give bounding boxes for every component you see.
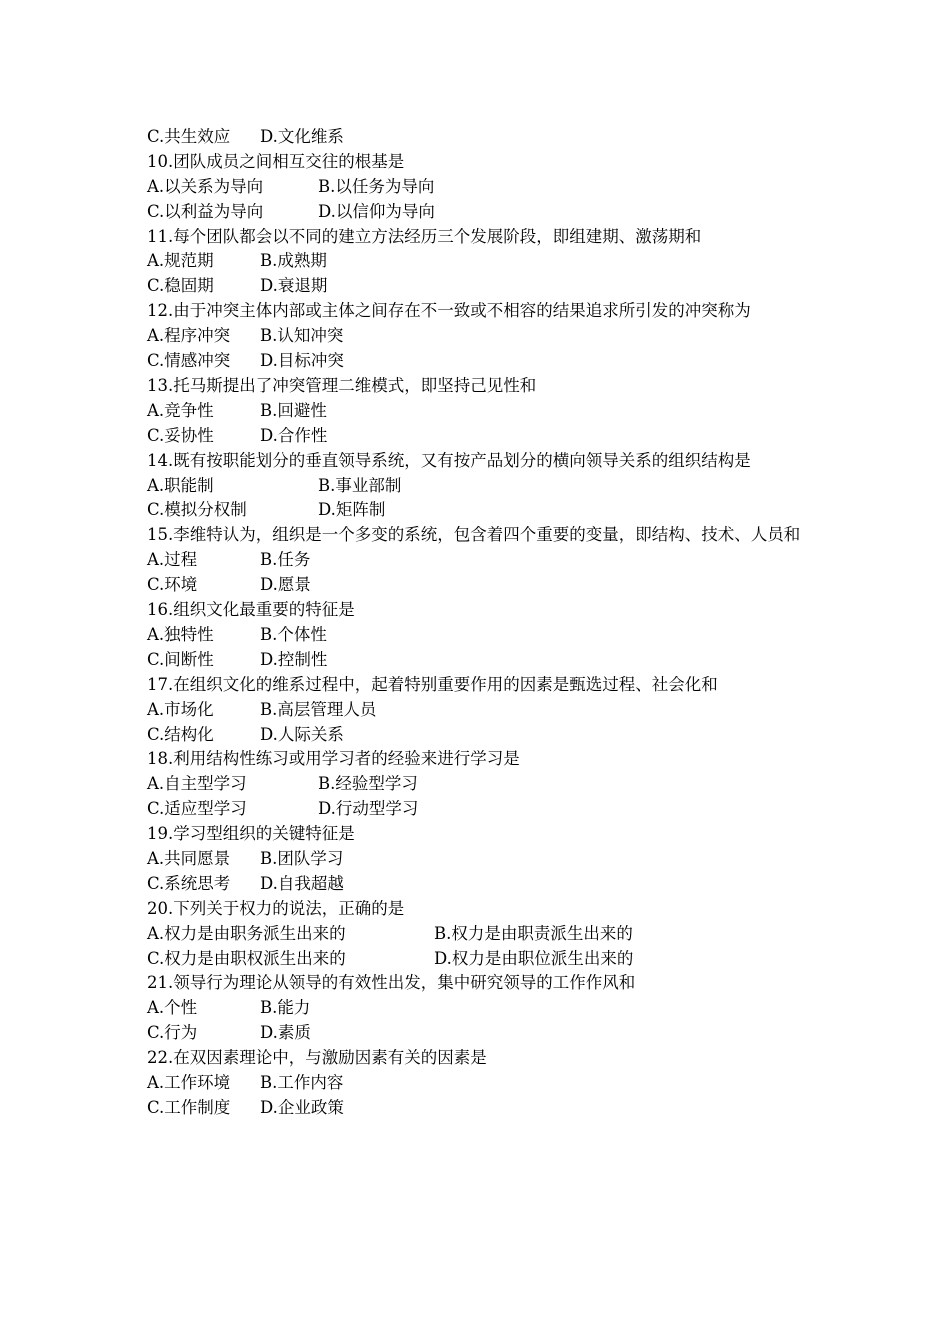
option-choice: C.环境 <box>147 575 198 595</box>
option-choice: C.结构化 <box>147 724 214 744</box>
option-choice: D.权力是由职位派生出来的 <box>434 948 634 968</box>
option-choice: D.人际关系 <box>260 724 344 744</box>
option-choice: D.愿景 <box>260 575 311 595</box>
option-choice: B.权力是由职责派生出来的 <box>434 923 633 943</box>
option-choice: C.稳固期 <box>147 276 214 296</box>
option-row <box>147 548 807 573</box>
option-choice: B.成熟期 <box>260 251 327 271</box>
option-row <box>147 349 807 374</box>
option-choice: B.任务 <box>260 550 311 570</box>
option-row <box>147 424 807 449</box>
option-choice: D.衰退期 <box>260 276 328 296</box>
option-row <box>147 797 807 822</box>
option-row <box>147 922 807 947</box>
option-row <box>147 996 807 1021</box>
option-choice: A.个性 <box>147 998 198 1018</box>
option-row <box>147 772 807 797</box>
option-choice: C.行为 <box>147 1023 198 1043</box>
option-row <box>147 872 807 897</box>
question-text: 18.利用结构性练习或用学习者的经验来进行学习是 <box>147 749 520 769</box>
option-row <box>147 573 807 598</box>
option-row <box>147 274 807 299</box>
option-choice: C.妥协性 <box>147 425 214 445</box>
option-choice: B.认知冲突 <box>260 326 344 346</box>
option-choice: C.间断性 <box>147 649 214 669</box>
option-row <box>147 1021 807 1046</box>
option-choice: D.控制性 <box>260 649 328 669</box>
option-choice: A.规范期 <box>147 251 214 271</box>
option-choice: D.以信仰为导向 <box>318 201 435 221</box>
option-choice: C.模拟分权制 <box>147 500 247 520</box>
option-row <box>147 249 807 274</box>
option-choice: D.文化维系 <box>260 127 344 146</box>
option-row <box>147 125 807 150</box>
question-text: 12.由于冲突主体内部或主体之间存在不一致或不相容的结果追求所引发的冲突称为 <box>147 301 751 321</box>
option-row <box>147 200 807 225</box>
option-choice: B.团队学习 <box>260 848 344 868</box>
option-row <box>147 648 807 673</box>
option-choice: C.权力是由职权派生出来的 <box>147 948 346 968</box>
option-choice: B.个体性 <box>260 624 327 644</box>
option-choice: D.目标冲突 <box>260 351 344 371</box>
option-choice: B.能力 <box>260 998 311 1018</box>
question-text: 17.在组织文化的维系过程中，起着特别重要作用的因素是甄选过程、社会化和 <box>147 674 718 694</box>
question-text: 14.既有按职能划分的垂直领导系统，又有按产品划分的横向领导关系的组织结构是 <box>147 450 751 470</box>
option-choice: B.工作内容 <box>260 1073 344 1093</box>
option-row <box>147 698 807 723</box>
option-choice: A.过程 <box>147 550 198 570</box>
question-text: 13.托马斯提出了冲突管理二维模式，即坚持己见性和 <box>147 375 537 395</box>
option-row <box>147 399 807 424</box>
option-row <box>147 723 807 748</box>
option-choice: A.工作环境 <box>147 1073 231 1093</box>
option-row <box>147 474 807 499</box>
option-row <box>147 847 807 872</box>
option-choice: A.竞争性 <box>147 400 214 420</box>
question-text: 21.领导行为理论从领导的有效性出发，集中研究领导的工作作风和 <box>147 973 636 993</box>
option-choice: D.素质 <box>260 1023 311 1043</box>
option-choice: C.以利益为导向 <box>147 201 264 221</box>
option-choice: A.程序冲突 <box>147 326 231 346</box>
option-choice: B.以任务为导向 <box>318 176 435 196</box>
option-row <box>147 498 807 523</box>
option-choice: A.权力是由职务派生出来的 <box>147 923 346 943</box>
option-choice: B.事业部制 <box>318 475 402 495</box>
option-choice: B.高层管理人员 <box>260 699 377 719</box>
option-choice: C.工作制度 <box>147 1097 231 1117</box>
question-text: 15.李维特认为，组织是一个多变的系统，包含着四个重要的变量，即结构、技术、人员和 <box>147 525 801 545</box>
question-text: 10.团队成员之间相互交往的根基是 <box>147 151 405 171</box>
option-row <box>147 175 807 200</box>
option-choice: D.矩阵制 <box>318 500 386 520</box>
question-text: 20.下列关于权力的说法，正确的是 <box>147 898 405 918</box>
option-choice: C.共生效应 <box>147 127 231 146</box>
question-text: 22.在双因素理论中，与激励因素有关的因素是 <box>147 1048 487 1068</box>
option-choice: D.行动型学习 <box>318 799 419 819</box>
option-choice: A.职能制 <box>147 475 214 495</box>
option-choice: D.企业政策 <box>260 1097 344 1117</box>
option-choice: A.独特性 <box>147 624 214 644</box>
option-choice: D.自我超越 <box>260 873 344 893</box>
option-choice: A.市场化 <box>147 699 214 719</box>
option-row <box>147 324 807 349</box>
option-choice: B.经验型学习 <box>318 774 418 794</box>
option-row <box>147 1071 807 1096</box>
option-choice: C.情感冲突 <box>147 351 231 371</box>
question-text: 11.每个团队都会以不同的建立方法经历三个发展阶段，即组建期、激荡期和 <box>147 226 702 246</box>
question-text: 19.学习型组织的关键特征是 <box>147 824 355 844</box>
option-row <box>147 623 807 648</box>
option-choice: C.系统思考 <box>147 873 231 893</box>
option-choice: D.合作性 <box>260 425 328 445</box>
question-text: 16.组织文化最重要的特征是 <box>147 600 355 620</box>
option-choice: C.适应型学习 <box>147 799 247 819</box>
option-row <box>147 1096 807 1121</box>
option-choice: A.共同愿景 <box>147 848 231 868</box>
option-choice: B.回避性 <box>260 400 327 420</box>
option-choice: A.以关系为导向 <box>147 176 264 196</box>
document-page <box>147 125 807 1121</box>
option-choice: A.自主型学习 <box>147 774 247 794</box>
option-row <box>147 947 807 972</box>
